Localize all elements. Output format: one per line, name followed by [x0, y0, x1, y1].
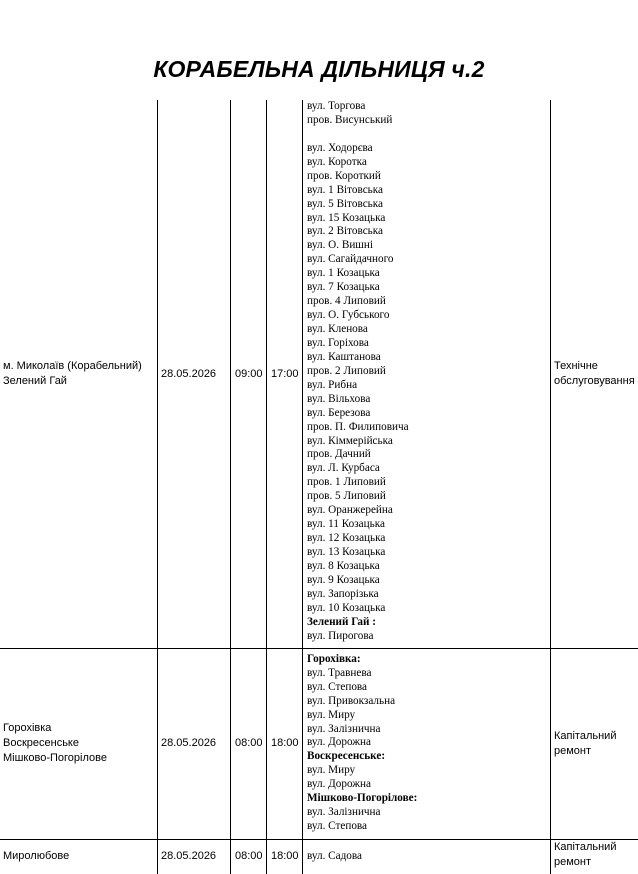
- locality-line: Мішково-Погорілове: [3, 752, 107, 764]
- date-cell: 28.05.2026: [161, 850, 217, 862]
- settlement-header: Зелений Гай :: [307, 615, 376, 628]
- street-item: вул. Рибна: [307, 378, 358, 391]
- street-item: вул. Травнева: [307, 666, 372, 679]
- street-item: вул. 8 Козацька: [307, 559, 380, 572]
- row-divider: [0, 648, 638, 649]
- locality-line: Зелений Гай: [3, 375, 67, 387]
- street-item: вул. 12 Козацька: [307, 532, 386, 545]
- settlement-header: Мішково-Погорілове:: [307, 792, 418, 805]
- work-type-line: Капітальний: [554, 841, 617, 853]
- street-item: вул. О. Вишні: [307, 239, 374, 252]
- work-type-line: обслуговування: [554, 375, 635, 387]
- street-item: вул. Каштанова: [307, 350, 381, 363]
- street-item: вул. Коротка: [307, 155, 367, 168]
- street-item: вул. 13 Козацька: [307, 546, 386, 558]
- locality-line: м. Миколаїв (Корабельний): [3, 360, 142, 372]
- work-type-cell: [554, 729, 638, 759]
- street-item: вул. Кіммерійська: [307, 434, 393, 447]
- street-item: пров. 2 Липовий: [307, 364, 386, 377]
- street-item: вул. Березова: [307, 406, 371, 419]
- start-time-cell: 08:00: [235, 737, 263, 749]
- work-type-line: ремонт: [554, 856, 592, 868]
- street-item: вул. Сагайдачного: [307, 253, 394, 266]
- work-type-line: ремонт: [554, 744, 592, 757]
- locality-line: Горохівка: [3, 722, 52, 734]
- street-item: пров. Короткий: [307, 169, 381, 182]
- street-item: вул. Залізнична: [307, 806, 381, 819]
- column-divider: [302, 100, 303, 874]
- street-item: вул. Оранжерейна: [307, 504, 393, 517]
- work-type-line: Капітальний: [554, 729, 617, 742]
- column-divider: [230, 100, 231, 874]
- page-title: КОРАБЕЛЬНА ДІЛЬНИЦЯ ч.2: [153, 56, 485, 82]
- street-item: вул. 9 Козацька: [307, 573, 380, 586]
- street-item: [307, 128, 409, 142]
- date-cell: 28.05.2026: [161, 367, 217, 380]
- street-item: вул. Горіхова: [307, 336, 369, 349]
- street-item: пров. 5 Липовий: [307, 490, 386, 503]
- date-cell: 28.05.2026: [161, 737, 217, 749]
- start-time-cell: 08:00: [235, 850, 263, 862]
- street-item: пров. Висунський: [307, 113, 393, 126]
- street-item: вул. Торгова: [307, 100, 366, 112]
- street-item: вул. Пирогова: [307, 629, 374, 642]
- work-type-line: Технічне: [554, 360, 598, 372]
- start-time-cell: 09:00: [235, 367, 263, 380]
- street-item: вул. 7 Козацька: [307, 281, 380, 294]
- street-item: вул. Степова: [307, 680, 368, 693]
- end-time-cell: 18:00: [271, 737, 299, 749]
- street-item: пров. Дачний: [307, 448, 371, 461]
- locality-line: Миролюбове: [3, 850, 70, 862]
- street-item: пров. 1 Липовий: [307, 476, 386, 489]
- streets-cell: [307, 653, 417, 834]
- street-item: вул. Запорізька: [307, 587, 379, 600]
- street-item: вул. 15 Козацька: [307, 211, 386, 224]
- street-item: пров. П. Филиповича: [307, 420, 409, 433]
- street-item: вул. 1 Козацька: [307, 267, 380, 280]
- street-item: вул. 5 Вітовська: [307, 197, 383, 210]
- street-item: вул. Садова: [307, 849, 362, 862]
- settlement-header: Горохівка:: [307, 652, 361, 665]
- street-item: вул. Привокзальна: [307, 694, 396, 707]
- locality-cell: [3, 721, 155, 766]
- street-item: вул. 1 Вітовська: [307, 183, 383, 196]
- streets-cell: [307, 850, 362, 864]
- street-item: вул. Дорожна: [307, 778, 371, 791]
- column-divider: [550, 100, 551, 874]
- street-item: вул. 10 Козацька: [307, 601, 386, 614]
- work-type-cell: [554, 359, 638, 389]
- streets-cell: [307, 100, 409, 644]
- column-divider: [266, 100, 267, 874]
- street-item: вул. Л. Курбаса: [307, 462, 380, 475]
- work-type-cell: [554, 840, 638, 870]
- street-item: вул. Миру: [307, 708, 356, 721]
- end-time-cell: 17:00: [271, 367, 299, 380]
- street-item: вул. Дорожна: [307, 736, 371, 749]
- end-time-cell: 18:00: [271, 850, 299, 862]
- street-item: вул. Вільхова: [307, 392, 371, 405]
- locality-line: Воскресенське: [3, 737, 79, 749]
- street-item: вул. Кленова: [307, 323, 368, 335]
- street-item: вул. О. Губського: [307, 309, 390, 322]
- street-item: вул. 11 Козацька: [307, 518, 385, 531]
- column-divider: [157, 100, 158, 874]
- street-item: вул. 2 Вітовська: [307, 225, 383, 238]
- locality-cell: [3, 359, 155, 389]
- row-divider: [0, 839, 638, 840]
- street-item: пров. 4 Липовий: [307, 295, 386, 308]
- street-item: вул. Миру: [307, 764, 356, 777]
- locality-cell: [3, 849, 155, 864]
- settlement-header: Воскресенське:: [307, 750, 386, 763]
- street-item: вул. Ходорєва: [307, 141, 373, 154]
- street-item: вул. Степова: [307, 820, 368, 833]
- street-item: вул. Залізнична: [307, 722, 381, 735]
